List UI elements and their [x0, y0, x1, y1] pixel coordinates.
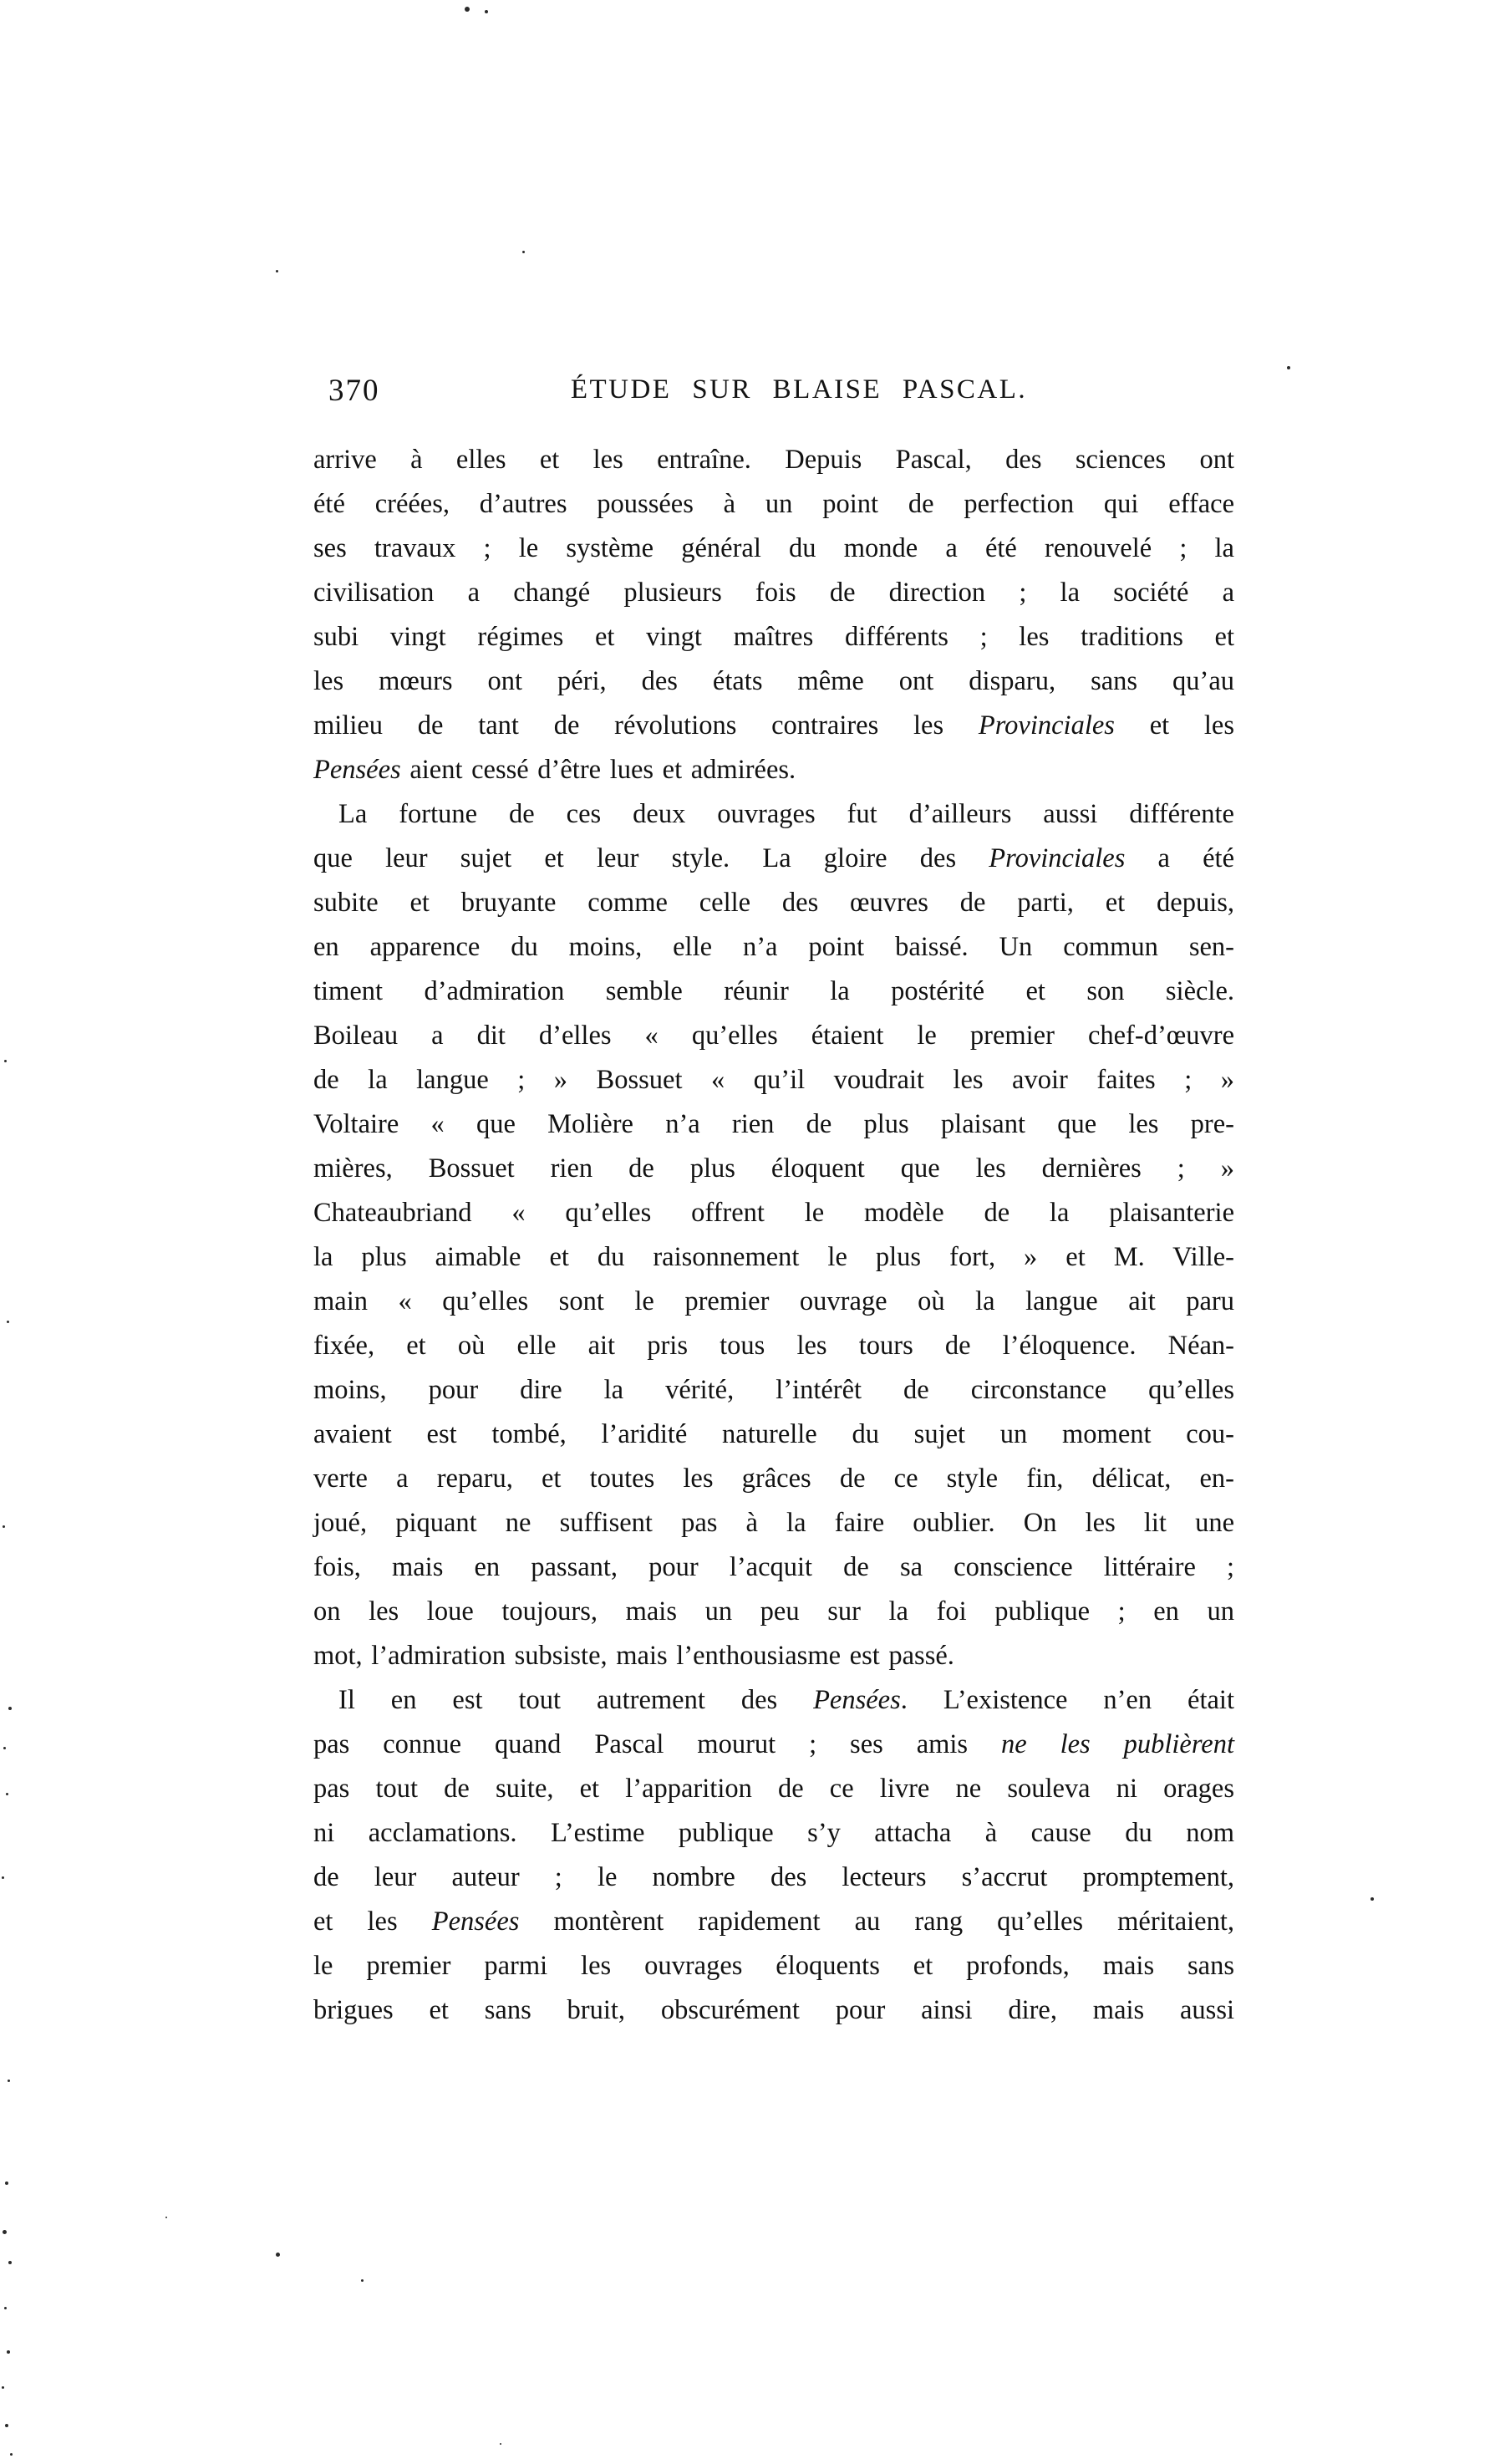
text-segment: Il en est tout autrement des — [338, 1685, 814, 1715]
text-segment: mières, Bossuet rien de plus éloquent que les dernières ; » — [313, 1153, 1234, 1184]
text-block — [313, 438, 1234, 2033]
text-segment: mot, l’admiration subsiste, mais l’enthousiasme est passé. — [313, 1641, 954, 1671]
scan-speckle — [7, 2350, 10, 2354]
scan-speckle — [276, 270, 278, 272]
scan-speckle — [8, 1707, 12, 1710]
text-line — [313, 659, 1234, 704]
text-segment: et les — [1114, 710, 1235, 741]
text-line — [313, 1900, 1234, 1944]
text-segment: pas tout de suite, et l’apparition de ce livre ne souleva ni orages — [313, 1774, 1234, 1804]
text-line — [313, 615, 1234, 659]
italic-text-segment: Pensées — [813, 1685, 901, 1715]
text-line — [313, 482, 1234, 527]
text-line — [313, 881, 1234, 925]
scan-speckle — [2, 2386, 4, 2389]
scan-speckle — [8, 2080, 10, 2082]
text-line — [313, 1457, 1234, 1501]
text-line — [313, 1634, 1234, 1678]
text-segment: et les — [313, 1907, 432, 1937]
text-line — [313, 792, 1234, 837]
text-segment: arrive à elles et les entraîne. Depuis Pascal, des sciences ont — [313, 445, 1234, 475]
page-header — [313, 373, 1234, 418]
text-line — [313, 1723, 1234, 1767]
text-segment: pas connue quand Pascal mourut ; ses amis — [313, 1729, 1001, 1759]
text-line — [313, 1545, 1234, 1590]
scan-speckle — [500, 2443, 501, 2445]
scan-speckle — [3, 2230, 7, 2234]
text-line — [313, 970, 1234, 1014]
scan-speckle — [1371, 1897, 1374, 1901]
scan-speckle — [4, 2307, 7, 2309]
text-segment: brigues et sans bruit, obscurément pour ainsi dire, mais aussi — [313, 1995, 1234, 2025]
scan-speckle — [5, 2181, 8, 2185]
text-line — [313, 1324, 1234, 1368]
text-segment: a été — [1125, 843, 1234, 873]
text-segment: de la langue ; » Bossuet « qu’il voudrait les avoir faites ; » — [313, 1065, 1234, 1095]
scan-speckle — [4, 1060, 7, 1062]
text-segment: en apparence du moins, elle n’a point baissé. Un commun sen- — [313, 932, 1234, 962]
text-line — [313, 1191, 1234, 1235]
text-line — [313, 1590, 1234, 1634]
text-line — [313, 1501, 1234, 1545]
scan-speckle — [485, 10, 488, 13]
running-title: ÉTUDE SUR BLAISE PASCAL. — [570, 374, 1028, 405]
text-segment: ni acclamations. L’estime publique s’y attacha à cause du nom — [313, 1818, 1234, 1848]
text-segment: avaient est tombé, l’aridité naturelle du sujet un moment cou- — [313, 1419, 1234, 1449]
text-segment: on les loue toujours, mais un peu sur la foi publique ; en un — [313, 1596, 1234, 1627]
text-segment: Chateaubriand « qu’elles offrent le modèle de la plaisanterie — [313, 1198, 1234, 1228]
text-segment: Voltaire « que Molière n’a rien de plus plaisant que les pre- — [313, 1109, 1234, 1139]
scan-speckle — [276, 2253, 280, 2257]
text-line — [313, 1767, 1234, 1811]
paragraph — [313, 792, 1234, 1678]
text-line — [313, 438, 1234, 482]
scan-speckle — [8, 2261, 12, 2264]
text-segment: les mœurs ont péri, des états même ont disparu, sans qu’au — [313, 666, 1234, 696]
paragraph — [313, 438, 1234, 792]
page-number: 370 — [328, 374, 380, 408]
scan-speckle — [3, 1525, 5, 1528]
text-segment: Boileau a dit d’elles « qu’elles étaient le premier chef-d’œuvre — [313, 1021, 1234, 1051]
text-segment: milieu de tant de révolutions contraires les — [313, 710, 979, 741]
text-line — [313, 1944, 1234, 1988]
text-line — [313, 1147, 1234, 1191]
text-line — [313, 1988, 1234, 2033]
text-segment: La fortune de ces deux ouvrages fut d’ailleurs aussi différente — [338, 799, 1234, 829]
text-line — [313, 1058, 1234, 1102]
text-segment: fois, mais en passant, pour l’acquit de sa conscience littéraire ; — [313, 1552, 1234, 1582]
text-line — [313, 748, 1234, 792]
text-segment: aient cessé d’être lues et admirées. — [400, 755, 796, 785]
italic-text-segment: Provinciales — [989, 843, 1126, 873]
text-line — [313, 1856, 1234, 1900]
text-line — [313, 571, 1234, 615]
text-segment: montèrent rapidement au rang qu’elles méritaient, — [519, 1907, 1234, 1937]
text-segment: le premier parmi les ouvrages éloquents et profonds, mais sans — [313, 1951, 1234, 1981]
text-segment: subite et bruyante comme celle des œuvres de parti, et depuis, — [313, 888, 1234, 918]
text-segment: ses travaux ; le système général du monde a été renouvelé ; la — [313, 533, 1234, 563]
text-line — [313, 527, 1234, 571]
text-line — [313, 1678, 1234, 1723]
text-line — [313, 837, 1234, 881]
scan-speckle — [2, 1876, 4, 1879]
text-segment: main « qu’elles sont le premier ouvrage où la langue ait paru — [313, 1286, 1234, 1316]
text-line — [313, 1413, 1234, 1457]
scan-speckle — [10, 2453, 13, 2456]
scan-speckle — [3, 1747, 6, 1749]
text-line — [313, 1102, 1234, 1147]
italic-text-segment: Pensées — [431, 1907, 520, 1937]
text-segment: subi vingt régimes et vingt maîtres différents ; les traditions et — [313, 622, 1234, 652]
text-segment: . L’existence n’en était — [900, 1685, 1234, 1715]
scan-speckle — [522, 251, 525, 253]
scan-speckle — [165, 2217, 167, 2218]
italic-text-segment: Pensées — [313, 755, 401, 785]
italic-text-segment: ne les publièrent — [1001, 1729, 1234, 1759]
text-line — [313, 1014, 1234, 1058]
text-segment: moins, pour dire la vérité, l’intérêt de circonstance qu’elles — [313, 1375, 1234, 1405]
text-segment: que leur sujet et leur style. La gloire des — [313, 843, 989, 873]
text-segment: été créées, d’autres poussées à un point de perfection qui efface — [313, 489, 1234, 519]
scan-speckle — [7, 1321, 9, 1323]
text-line — [313, 1280, 1234, 1324]
text-segment: timent d’admiration semble réunir la postérité et son siècle. — [313, 976, 1234, 1006]
italic-text-segment: Provinciales — [978, 710, 1115, 741]
text-segment: la plus aimable et du raisonnement le plus fort, » et M. Ville- — [313, 1242, 1234, 1272]
text-line — [313, 1811, 1234, 1856]
text-line — [313, 925, 1234, 970]
scan-speckle — [361, 2279, 364, 2282]
paragraph — [313, 1678, 1234, 2033]
scan-speckle — [5, 2424, 8, 2427]
scan-speckle — [465, 7, 470, 12]
text-segment: de leur auteur ; le nombre des lecteurs s’accrut promptement, — [313, 1862, 1234, 1892]
scan-speckle — [1287, 366, 1290, 369]
scan-speckle — [6, 1793, 8, 1795]
text-line — [313, 704, 1234, 748]
text-segment: civilisation a changé plusieurs fois de direction ; la société a — [313, 578, 1234, 608]
text-segment: joué, piquant ne suffisent pas à la faire oublier. On les lit une — [313, 1508, 1234, 1538]
text-line — [313, 1235, 1234, 1280]
text-segment: verte a reparu, et toutes les grâces de ce style fin, délicat, en- — [313, 1464, 1234, 1494]
text-line — [313, 1368, 1234, 1413]
text-segment: fixée, et où elle ait pris tous les tours de l’éloquence. Néan- — [313, 1331, 1234, 1361]
